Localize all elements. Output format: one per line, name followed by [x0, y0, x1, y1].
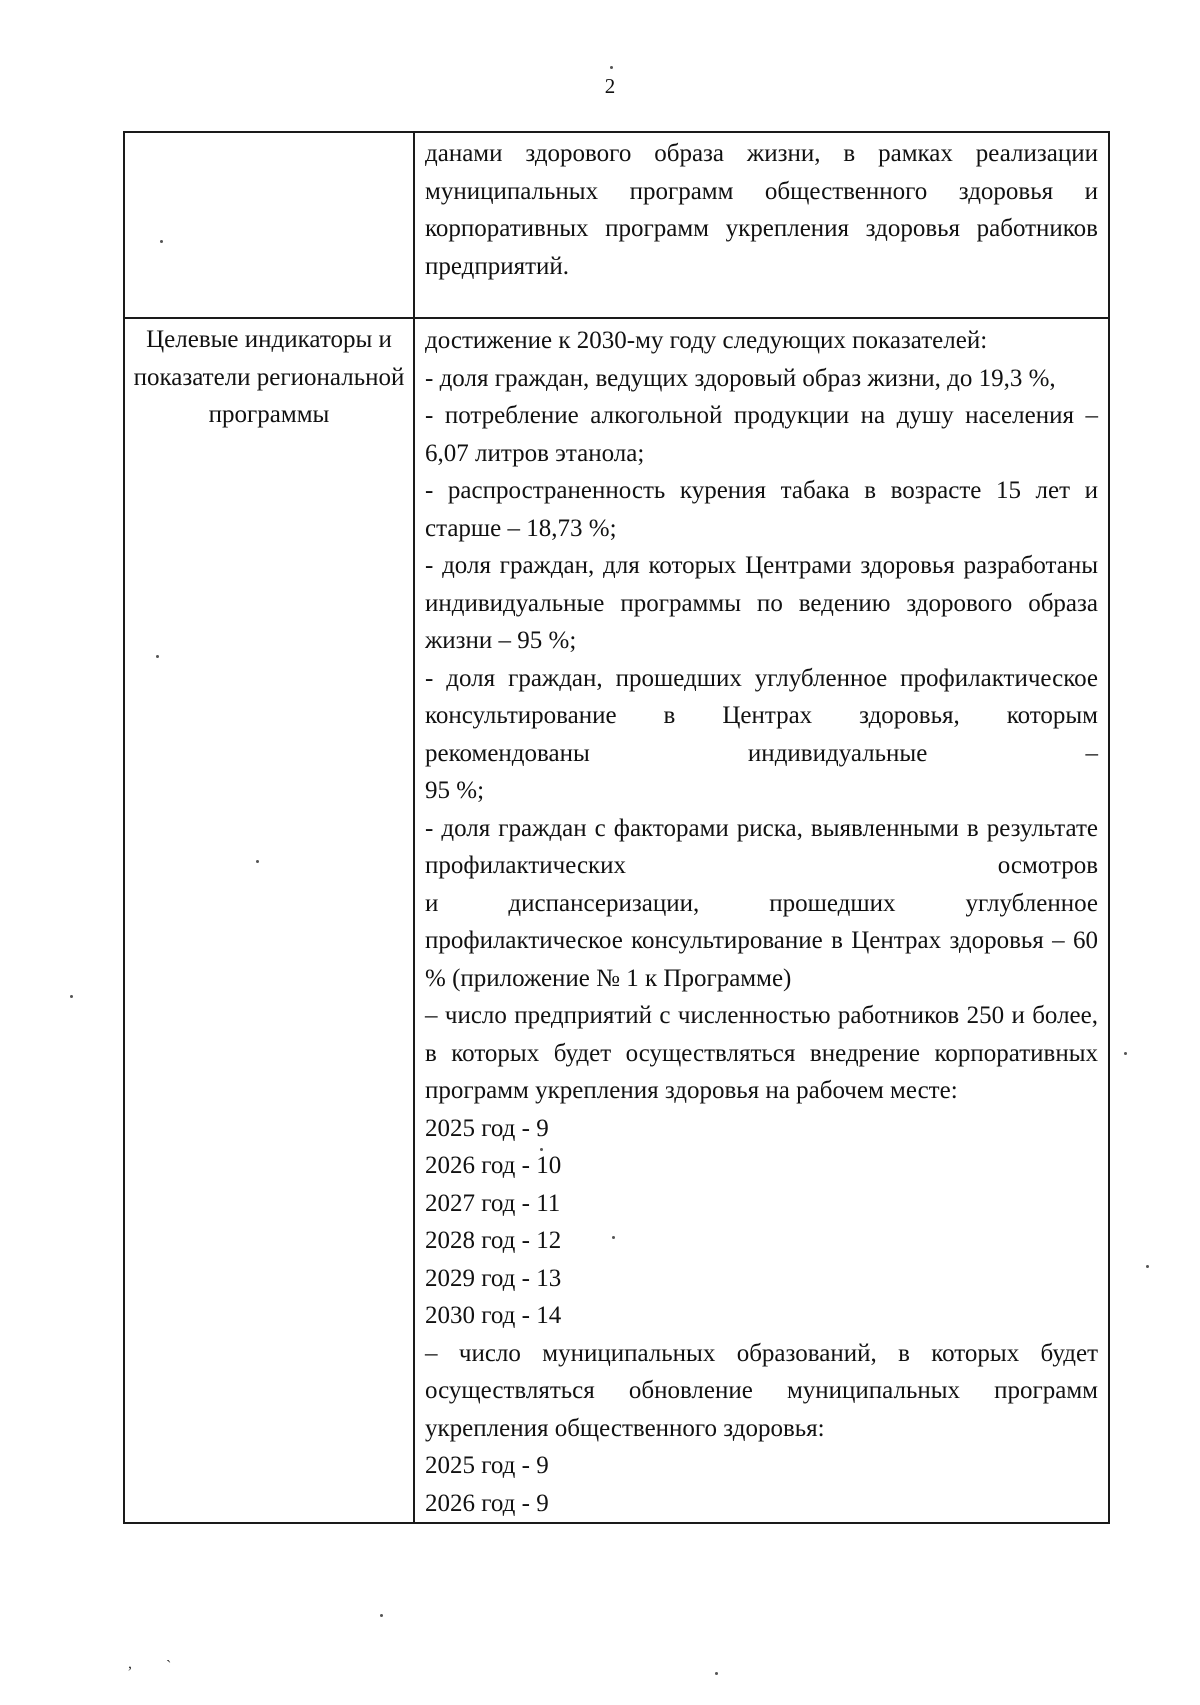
indicators-content-cell	[414, 318, 1109, 1523]
scan-speck	[715, 1672, 718, 1675]
scan-mark: `	[166, 1658, 172, 1675]
enterprise-year-value: 2028 год - 12	[425, 1227, 562, 1254]
indicator-item: - доля граждан, ведущих здоровый образ жизни, до 19,3 %,	[425, 364, 1056, 392]
indicator-item: - доля граждан с факторами риска, выявленными в результате профилактических осмотров	[425, 814, 1098, 879]
table-row	[124, 132, 1109, 318]
indicator-item: - доля граждан, для которых Центрами здоровья разработаны индивидуальные программы по ведению здорового образа жизни – 95 %;	[425, 552, 1098, 654]
table-cell-right	[414, 132, 1109, 318]
municipal-year-value: 2025 год - 9	[425, 1452, 549, 1479]
scan-speck	[1124, 1052, 1127, 1055]
scan-speck	[160, 240, 163, 243]
page-number: 2	[604, 74, 616, 98]
indicator-item: и диспансеризации, прошедших углубленное профилактическое консультирование в Центрах здоровья – 60 % (приложение № 1 к Программе)	[425, 889, 1098, 992]
enterprise-year-value: 2025 год - 9	[425, 1114, 549, 1142]
enterprise-year-value: 2029 год - 13	[425, 1264, 562, 1292]
indicators-heading-cell: Целевые индикаторы и показатели региональной программы	[124, 318, 414, 1523]
indicator-item: – число предприятий с численностью работников 250 и более, в которых будет осуществляться внедрение корпоративных программ укрепления здоровья на рабочем месте:	[425, 1002, 1098, 1104]
enterprise-year-value: 2030 год - 14	[425, 1302, 562, 1329]
scan-speck	[256, 860, 259, 863]
scan-speck	[1146, 1265, 1149, 1268]
scan-speck	[156, 655, 159, 658]
indicator-item: - доля граждан, прошедших углубленное профилактическое консультирование в Центрах здоровья, которым рекомендованы индивидуальные –	[425, 664, 1098, 767]
municipal-indicator-item: – число муниципальных образований, в которых будет осуществляться обновление муниципальных программ укрепления общественного здоровья:	[425, 1339, 1098, 1442]
continuation-paragraph: данами здорового образа жизни, в рамках реализации муниципальных программ общественного здоровья и корпоративных программ укрепления здоровья работников предприятий.	[425, 140, 1098, 280]
scan-speck	[540, 1148, 543, 1151]
scan-mark: ,	[128, 1655, 132, 1672]
indicator-item: - распространенность курения табака в возрасте 15 лет и старше – 18,73 %;	[425, 477, 1098, 542]
indicator-item: - потребление алкогольной продукции на душу населения – 6,07 литров этанола;	[425, 402, 1098, 467]
enterprise-year-value: 2026 год - 10	[425, 1152, 562, 1179]
program-passport-table	[123, 131, 1110, 1524]
municipal-year-value: 2026 год - 9	[425, 1489, 549, 1517]
enterprise-year-value: 2027 год - 11	[425, 1189, 561, 1217]
table-row	[124, 318, 1109, 1523]
scan-speck	[610, 66, 613, 69]
scan-speck	[612, 1236, 615, 1239]
indicators-intro: достижение к 2030-му году следующих показателей:	[425, 327, 988, 354]
scan-speck	[380, 1614, 383, 1617]
table-cell-left	[124, 132, 414, 318]
scan-speck	[70, 995, 73, 998]
indicator-item: 95 %;	[425, 777, 485, 804]
